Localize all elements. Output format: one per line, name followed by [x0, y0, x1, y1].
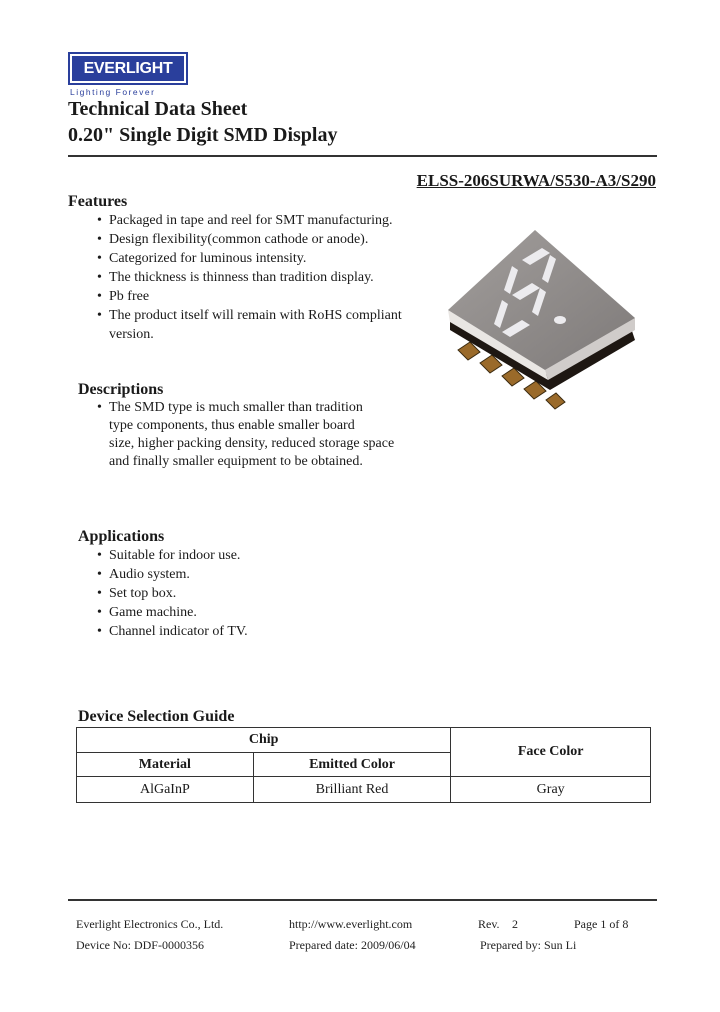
- material-header: Material: [77, 753, 254, 777]
- description-line: type components, thus enable smaller board: [109, 418, 355, 433]
- applications-heading: Applications: [78, 528, 165, 545]
- footer-rev-value: 2: [512, 917, 518, 931]
- footer-page-number: Page 1 of 8: [574, 917, 629, 931]
- logo-wordmark: EVERLIGHT: [72, 56, 184, 81]
- doc-title: Technical Data Sheet: [68, 98, 248, 120]
- selection-guide-heading: Device Selection Guide: [78, 708, 235, 725]
- footer-divider: [68, 899, 657, 901]
- list-item: • Categorized for luminous intensity.: [97, 249, 437, 268]
- features-list: [97, 211, 437, 344]
- emitted-color-cell: Brilliant Red: [253, 777, 451, 803]
- list-item: • Design flexibility(common cathode or anode).: [97, 230, 437, 249]
- list-item: • The SMD type is much smaller than tradition: [97, 399, 394, 417]
- doc-subtitle: 0.20" Single Digit SMD Display: [68, 124, 338, 146]
- footer-prepared-date: Prepared date: 2009/06/04: [289, 938, 416, 952]
- list-item: • Audio system.: [97, 565, 248, 584]
- description-line: and finally smaller equipment to be obtained.: [109, 454, 363, 469]
- selection-guide-table: [76, 727, 651, 803]
- footer-company: Everlight Electronics Co., Ltd.: [76, 917, 224, 931]
- list-item: • Suitable for indoor use.: [97, 546, 248, 565]
- descriptions-text: [97, 399, 394, 471]
- part-number: ELSS-206SURWA/S530-A3/S290: [416, 171, 656, 190]
- everlight-logo: [68, 52, 188, 85]
- seven-segment-smd-display-icon: [430, 200, 650, 410]
- emitted-color-header: Emitted Color: [253, 753, 451, 777]
- features-heading: Features: [68, 193, 128, 210]
- face-color-header: Face Color: [451, 728, 651, 777]
- descriptions-heading: Descriptions: [78, 381, 164, 398]
- list-item: • Game machine.: [97, 603, 248, 622]
- header-divider: [68, 155, 657, 157]
- description-line: size, higher packing density, reduced storage space: [109, 436, 395, 451]
- footer-device-no: Device No: DDF-0000356: [76, 938, 204, 952]
- applications-list: [97, 546, 248, 641]
- footer-rev-label: Rev.: [478, 917, 500, 931]
- list-item: • Pb free: [97, 287, 437, 306]
- material-cell: AlGaInP: [77, 777, 254, 803]
- list-item: • The thickness is thinness than tradition display.: [97, 268, 437, 287]
- list-item: • Set top box.: [97, 584, 248, 603]
- list-item: • Packaged in tape and reel for SMT manufacturing.: [97, 211, 437, 230]
- logo-tagline: Lighting Forever: [70, 87, 156, 97]
- footer-prepared-by: Prepared by: Sun Li: [480, 938, 577, 952]
- footer-url[interactable]: http://www.everlight.com: [289, 917, 413, 931]
- chip-header: Chip: [77, 728, 451, 753]
- face-color-cell: Gray: [451, 777, 651, 803]
- list-item: • Channel indicator of TV.: [97, 622, 248, 641]
- list-item: • The product itself will remain with RoHS compliant version.: [97, 306, 437, 344]
